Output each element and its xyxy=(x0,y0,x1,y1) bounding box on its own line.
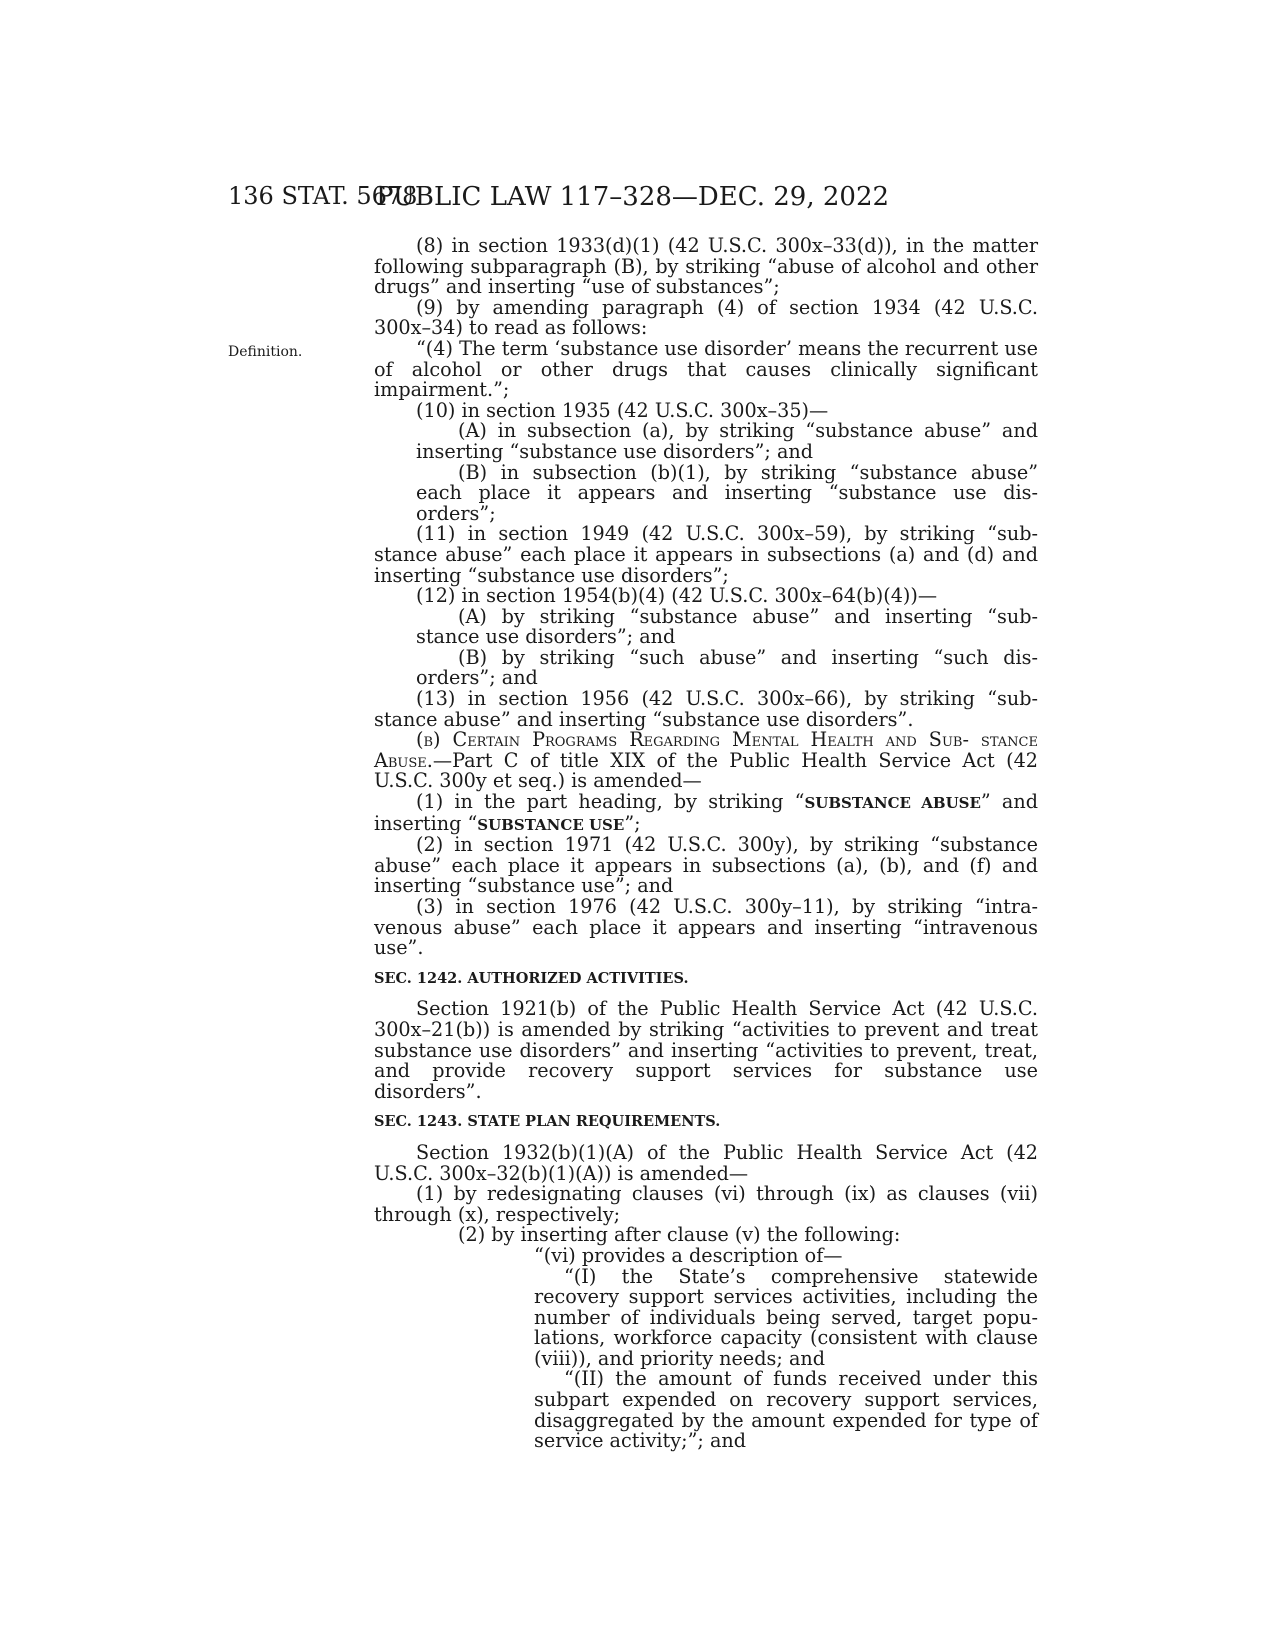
bold-text-run: SUBSTANCE ABUSE xyxy=(804,794,981,813)
subsection-b-2: (2) in section 1971 (42 U.S.C. 300y), by striking “substance abuse” each place it appears in subsections (a), (b), and (f) and inserting “substance use”; and xyxy=(374,833,1038,898)
section-1243-2: (2) by inserting after clause (v) the following: xyxy=(458,1223,901,1247)
document-body xyxy=(374,236,1038,1452)
clause-vi-II: “(II) the amount of funds received under this subpart expended on recovery support services, disaggregated by the amount expended for type of service activity;”; and xyxy=(534,1367,1038,1453)
subsection-b-3: (3) in section 1976 (42 U.S.C. 300y–11), by striking “intra- venous abuse” each place it appears and inserting “intravenous use”. xyxy=(374,895,1038,960)
subsection-b-heading: (b) Certain Programs Regarding Mental Health and Sub- stance Abuse. xyxy=(374,728,1038,772)
section-1242-text: Section 1921(b) of the Public Health Service Act (42 U.S.C. 300x–21(b)) is amended by striking “activities to prevent and treat substance use disorders” and inserting “activities to prevent, treat, and provide recovery support services for substance use disorders”. xyxy=(374,997,1038,1103)
subsection-b xyxy=(374,730,1038,792)
text-run: (1) in the part heading, by striking “ xyxy=(416,790,805,814)
paragraph-9: (9) by amending paragraph (4) of section 1934 (42 U.S.C. 300x–34) to read as follows: xyxy=(374,295,1038,340)
paragraph-12-b: (B) by striking “such abuse” and inserting “such dis- orders”; and xyxy=(416,645,1038,690)
paragraph-10: (10) in section 1935 (42 U.S.C. 300x–35)— xyxy=(416,398,829,422)
bold-text-run: SUBSTANCE USE xyxy=(477,815,625,834)
text-run: (1) by redesignating clauses (vi) through (ix) as clauses (vii) through (x), respectively; xyxy=(374,1182,1038,1226)
paragraph-11: (11) in section 1949 (42 U.S.C. 300x–59), by striking “sub- stance abuse” each place it appears in subsections (a) and (d) and inserting “substance use disorders”; xyxy=(374,522,1038,587)
paragraph-13: (13) in section 1956 (42 U.S.C. 300x–66), by striking “sub- stance abuse” and inserting “substance use disorders”. xyxy=(374,687,1038,731)
statute-page-number: 136 STAT. 5678 xyxy=(228,182,418,210)
subsection-b-text: —Part C of title XIX of the Public Health Service Act (42 U.S.C. 300y et seq.) is amended— xyxy=(374,748,1038,793)
paragraph-8: (8) in section 1933(d)(1) (42 U.S.C. 300x–33(d)), in the matter following subparagraph (B), by striking “abuse of alcohol and other drugs” and inserting “use of substances”; xyxy=(374,234,1038,299)
page-title xyxy=(0,182,1275,212)
text-run: ”; xyxy=(624,811,641,835)
paragraph-9-quote: “(4) The term ‘substance use disorder’ means the recurrent use of alcohol or other drugs that causes clinically significant impairment.”; xyxy=(374,336,1038,402)
clause-vi-I: “(I) the State’s comprehensive statewide recovery support services activities, including the number of individuals being served, target popu- lations, workforce capacity (consistent with clause (viii)), and priority needs; and xyxy=(534,1264,1038,1370)
paragraph-10-a: (A) in subsection (a), by striking “substance abuse” and inserting “substance use disorders”; and xyxy=(416,419,1038,463)
paragraph-10-b: (B) in subsection (b)(1), by striking “substance abuse” each place it appears and inserting “substance use dis- orders”; xyxy=(416,460,1038,525)
margin-note-definition: Definition. xyxy=(228,344,303,360)
paragraph-12-a: (A) by striking “substance abuse” and inserting “sub- stance use disorders”; and xyxy=(416,604,1038,649)
subsection-b-1 xyxy=(374,792,1038,835)
section-1243-text: Section 1932(b)(1)(A) of the Public Health Service Act (42 U.S.C. 300x–32(b)(1)(A)) is amended— xyxy=(374,1140,1038,1185)
section-1243-heading: SEC. 1243. STATE PLAN REQUIREMENTS. xyxy=(374,1113,721,1131)
paragraph-12: (12) in section 1954(b)(4) (42 U.S.C. 300x–64(b)(4))— xyxy=(416,584,938,608)
text-run: ” and inserting “ xyxy=(374,790,1038,835)
section-1242-heading: SEC. 1242. AUTHORIZED ACTIVITIES. xyxy=(374,969,689,987)
clause-vi: “(vi) provides a description of— xyxy=(534,1243,843,1267)
law-title: PUBLIC LAW 117–328—DEC. 29, 2022 xyxy=(375,182,890,212)
section-1243-1 xyxy=(374,1184,1038,1225)
